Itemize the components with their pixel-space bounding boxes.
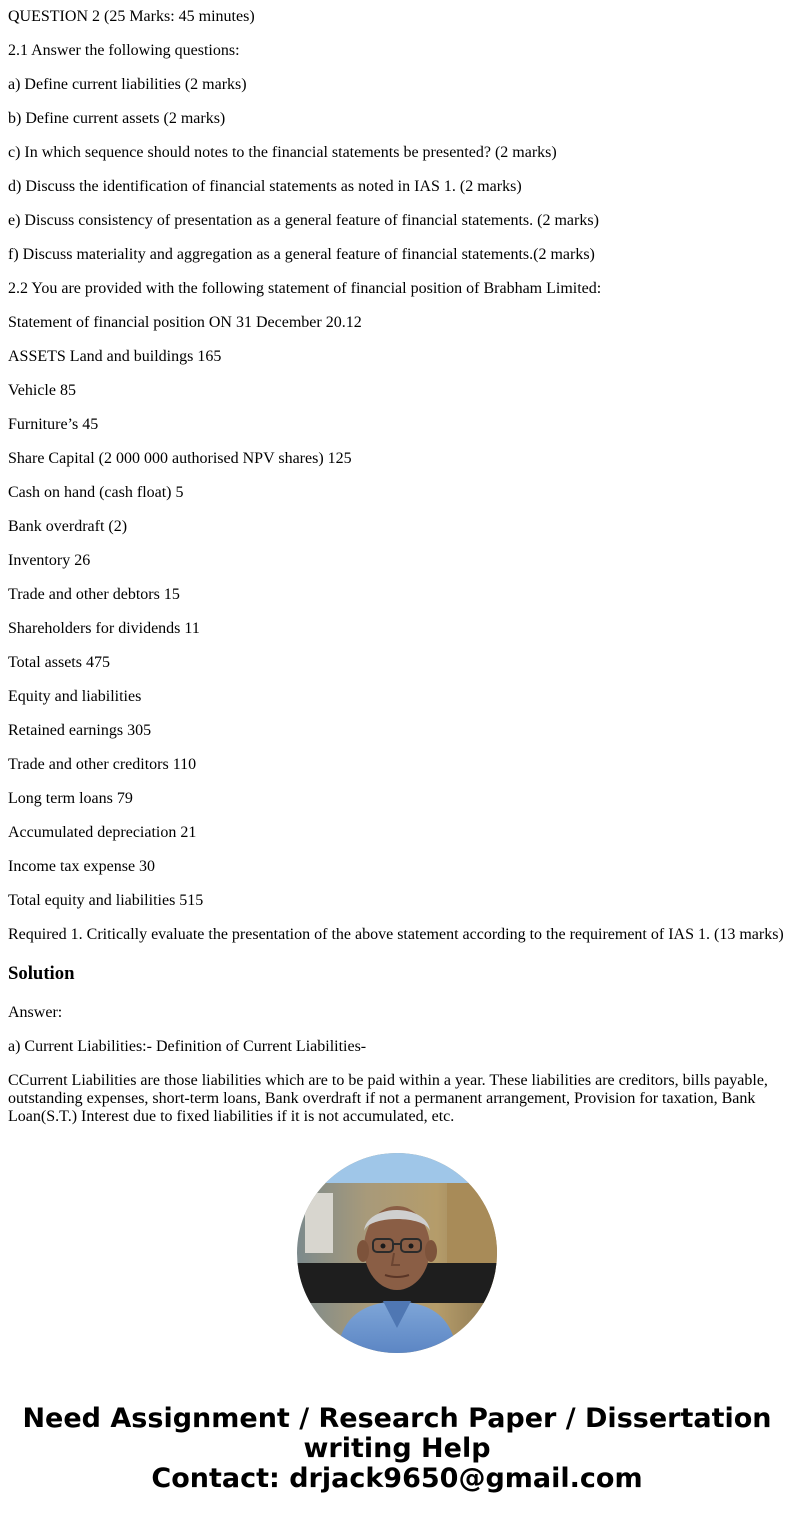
answer-body: CCurrent Liabilities are those liabilities which are to be paid within a year. These liabilities are creditors, bills payable, outstanding expenses, short-term loans, Bank overdraft if not a permanent arrangement, Provision for taxation, Bank Loan(S.T.) Interest due to fixed liabilities if it is not accumulated, etc. bbox=[8, 1072, 768, 1125]
statement-title: Statement of financial position ON 31 December 20.12 bbox=[8, 314, 362, 331]
answer-label: Answer: bbox=[8, 1004, 63, 1021]
statement-line: Income tax expense 30 bbox=[8, 858, 156, 875]
statement-line: Vehicle 85 bbox=[8, 382, 76, 399]
question-item-b: b) Define current assets (2 marks) bbox=[8, 110, 226, 127]
statement-line: Cash on hand (cash float) 5 bbox=[8, 484, 184, 501]
statement-line: Accumulated depreciation 21 bbox=[8, 824, 197, 841]
statement-total-equity-liabilities: Total equity and liabilities 515 bbox=[8, 892, 204, 909]
statement-line: Trade and other creditors 110 bbox=[8, 756, 197, 773]
section-2-2-heading: 2.2 You are provided with the following statement of financial position of Brabham Limited: bbox=[8, 280, 602, 297]
question-item-f: f) Discuss materiality and aggregation as a general feature of financial statements.(2 marks) bbox=[8, 246, 595, 263]
section-2-1-heading: 2.1 Answer the following questions: bbox=[8, 42, 240, 59]
author-avatar bbox=[297, 1153, 497, 1353]
solution-heading: Solution bbox=[8, 963, 75, 984]
required-instruction: Required 1. Critically evaluate the presentation of the above statement according to the requirement of IAS 1. (13 marks) bbox=[8, 926, 784, 943]
statement-subheading: Equity and liabilities bbox=[8, 688, 142, 705]
question-item-a: a) Define current liabilities (2 marks) bbox=[8, 76, 247, 93]
avatar-portrait-image bbox=[297, 1153, 497, 1353]
promo-contact: Contact: drjack9650@gmail.com bbox=[151, 1463, 643, 1494]
statement-line: Share Capital (2 000 000 authorised NPV shares) 125 bbox=[8, 450, 352, 467]
statement-line: Shareholders for dividends 11 bbox=[8, 620, 200, 637]
question-section bbox=[8, 0, 786, 952]
statement-total-assets: Total assets 475 bbox=[8, 654, 110, 671]
promo-line-1: Need Assignment / Research Paper / Dissertation bbox=[22, 1403, 772, 1434]
statement-line: ASSETS Land and buildings 165 bbox=[8, 348, 222, 365]
promo-line-2: writing Help bbox=[303, 1433, 491, 1464]
question-title: QUESTION 2 (25 Marks: 45 minutes) bbox=[8, 8, 255, 25]
answer-subheading: a) Current Liabilities:- Definition of Current Liabilities- bbox=[8, 1038, 367, 1055]
question-item-d: d) Discuss the identification of financial statements as noted in IAS 1. (2 marks) bbox=[8, 178, 522, 195]
statement-line: Bank overdraft (2) bbox=[8, 518, 128, 535]
statement-line: Long term loans 79 bbox=[8, 790, 133, 807]
statement-line: Furniture’s 45 bbox=[8, 416, 99, 433]
statement-line: Inventory 26 bbox=[8, 552, 91, 569]
question-item-c: c) In which sequence should notes to the financial statements be presented? (2 marks) bbox=[8, 144, 557, 161]
statement-line: Retained earnings 305 bbox=[8, 722, 152, 739]
promo-banner bbox=[0, 1404, 794, 1494]
question-item-e: e) Discuss consistency of presentation as a general feature of financial statements. (2 marks) bbox=[8, 212, 599, 229]
statement-line: Trade and other debtors 15 bbox=[8, 586, 180, 603]
solution-section bbox=[8, 952, 786, 1126]
